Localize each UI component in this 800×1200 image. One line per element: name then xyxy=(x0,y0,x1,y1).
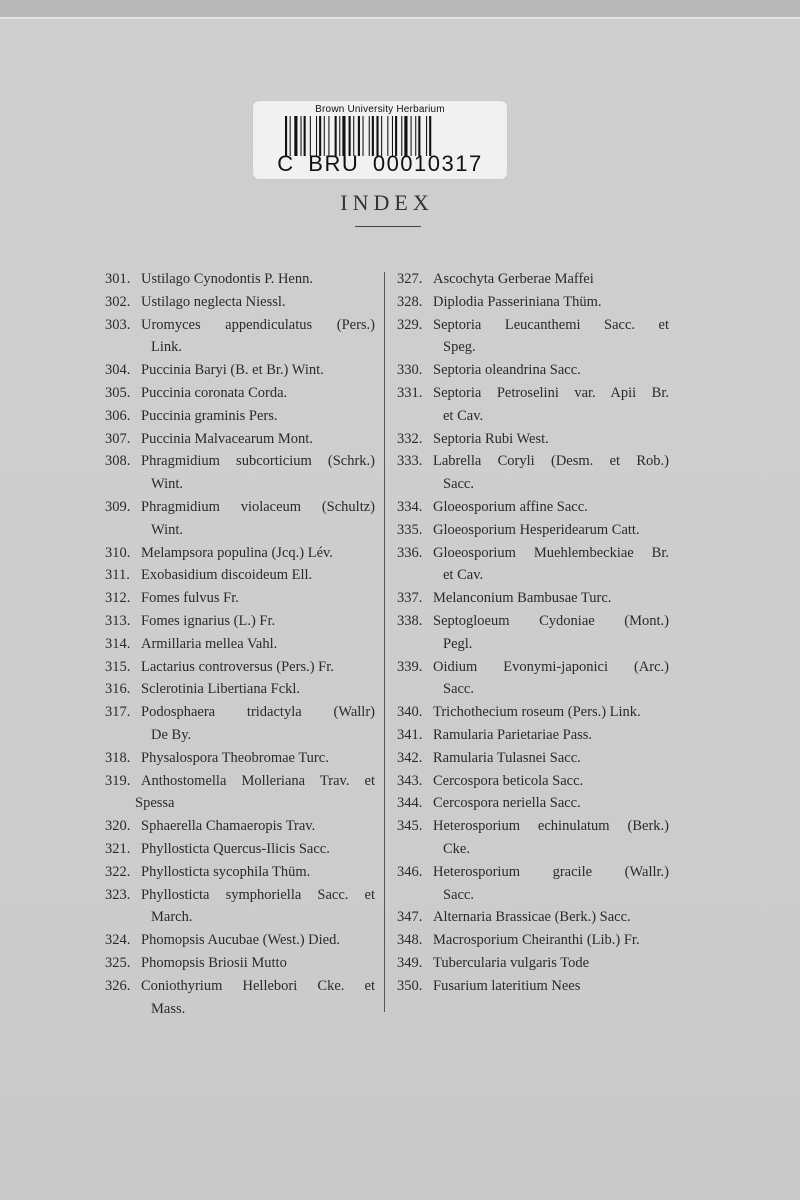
entry-number: 324. xyxy=(105,932,131,949)
entry-number: 317. xyxy=(105,704,131,721)
index-column-right xyxy=(397,268,669,998)
index-entry xyxy=(105,747,375,770)
entry-species: Oidium Evonymi-japonici (Arc.) xyxy=(433,658,669,675)
index-entry xyxy=(105,405,375,428)
entry-number: 305. xyxy=(105,384,131,401)
entry-species: Phomopsis Aucubae (West.) Died. xyxy=(141,932,340,949)
index-entry xyxy=(397,610,669,656)
entry-species: Phragmidium subcorticium (Schrk.) xyxy=(141,453,375,470)
entry-number: 321. xyxy=(105,840,131,857)
entry-number: 302. xyxy=(105,293,131,310)
index-entry xyxy=(105,656,375,679)
title-rule xyxy=(355,226,421,227)
page-title: INDEX xyxy=(340,190,434,215)
entry-continuation: et Cav. xyxy=(443,567,484,584)
entry-species: Sclerotinia Libertiana Fckl. xyxy=(141,681,301,698)
entry-number: 312. xyxy=(105,590,131,607)
barcode-bar xyxy=(387,116,388,156)
barcode-bar xyxy=(339,116,340,156)
index-entry xyxy=(397,519,669,542)
index-entry xyxy=(105,678,375,701)
index-entry xyxy=(397,382,669,428)
entry-species: Septoria oleandrina Sacc. xyxy=(433,362,581,379)
entry-species: Anthostomella Molleriana Trav. et xyxy=(141,772,375,789)
entry-number: 304. xyxy=(105,362,131,379)
entry-species: Cercospora neriella Sacc. xyxy=(433,795,581,812)
barcode-bar xyxy=(369,116,370,156)
entry-species: Uromyces appendiculatus (Pers.) xyxy=(141,316,375,333)
index-entry xyxy=(397,770,669,793)
barcode-number: C BRU 00010317 xyxy=(277,151,483,176)
entry-continuation: March. xyxy=(151,909,193,926)
entry-number: 350. xyxy=(397,977,423,994)
barcode-bar xyxy=(316,116,317,156)
index-entry xyxy=(397,906,669,929)
index-entry xyxy=(105,838,375,861)
barcode-bar xyxy=(372,116,374,156)
barcode-bar xyxy=(411,116,412,156)
index-entry xyxy=(105,633,375,656)
entry-number: 338. xyxy=(397,612,423,629)
entry-number: 316. xyxy=(105,681,131,698)
entry-species: Gloeosporium Muehlembeckiae Br. xyxy=(433,544,669,561)
entry-species: Septogloeum Cydoniae (Mont.) xyxy=(433,612,669,629)
index-entry xyxy=(397,724,669,747)
entry-continuation: Pegl. xyxy=(443,635,473,652)
barcode-bar xyxy=(349,116,351,156)
barcode-bar xyxy=(358,116,360,156)
entry-number: 328. xyxy=(397,293,423,310)
barcode-bar xyxy=(429,116,431,156)
entry-species: Puccinia coronata Corda. xyxy=(141,384,288,401)
barcode-bar xyxy=(381,116,382,156)
index-entry xyxy=(397,747,669,770)
barcode-bar xyxy=(376,116,378,156)
entry-species: Exobasidium discoideum Ell. xyxy=(141,567,313,584)
entry-species: Tubercularia vulgaris Tode xyxy=(433,954,590,971)
index-entry xyxy=(397,861,669,907)
barcode-bar xyxy=(353,116,354,156)
entry-number: 325. xyxy=(105,954,131,971)
barcode-bar xyxy=(319,116,321,156)
barcode-bar xyxy=(415,116,416,156)
entry-number: 335. xyxy=(397,521,423,538)
entry-continuation: Sacc. xyxy=(443,681,474,698)
index-entry xyxy=(397,975,669,998)
entry-species: Cercospora beticola Sacc. xyxy=(433,772,584,789)
entry-species: Ustilago Cynodontis P. Henn. xyxy=(141,271,313,287)
index-entry xyxy=(397,701,669,724)
entry-number: 320. xyxy=(105,818,131,835)
entry-species: Fusarium lateritium Nees xyxy=(433,977,581,994)
barcode-icon xyxy=(285,116,475,156)
entry-continuation: Sacc. xyxy=(443,886,474,903)
entry-species: Fomes fulvus Fr. xyxy=(141,590,239,607)
entry-continuation: Link. xyxy=(151,339,183,356)
entry-number: 334. xyxy=(397,498,423,515)
entry-species: Phragmidium violaceum (Schultz) xyxy=(141,498,375,515)
entry-species: Ramularia Parietariae Pass. xyxy=(433,726,593,743)
entry-number: 331. xyxy=(397,384,423,401)
barcode-bar xyxy=(418,116,420,156)
index-entry xyxy=(397,792,669,815)
entry-continuation: Mass. xyxy=(151,1000,186,1017)
entry-species: Phyllosticta Quercus-Ilicis Sacc. xyxy=(141,840,330,857)
index-entry xyxy=(105,884,375,930)
index-entry xyxy=(397,815,669,861)
entry-species: Puccinia graminis Pers. xyxy=(141,407,278,424)
index-entry xyxy=(105,861,375,884)
entry-continuation: Cke. xyxy=(443,840,470,857)
index-entry xyxy=(397,359,669,382)
entry-species: Labrella Coryli (Desm. et Rob.) xyxy=(433,453,669,470)
entry-species: Sphaerella Chamaeropis Trav. xyxy=(141,818,316,835)
index-entry xyxy=(105,929,375,952)
index-entry xyxy=(397,929,669,952)
entry-species: Melanconium Bambusae Turc. xyxy=(433,590,612,607)
barcode-bar xyxy=(426,116,427,156)
entry-number: 345. xyxy=(397,818,423,835)
entry-species: Phyllosticta symphoriella Sacc. et xyxy=(141,886,375,903)
entry-species: Puccinia Baryi (B. et Br.) Wint. xyxy=(141,362,324,379)
index-entry xyxy=(105,359,375,382)
entry-species: Puccinia Malvacearum Mont. xyxy=(141,430,313,447)
barcode-bar xyxy=(335,116,337,156)
barcode-bar xyxy=(290,116,291,156)
entry-continuation: Speg. xyxy=(443,339,476,356)
barcode-bar xyxy=(324,116,325,156)
scan-top-edge xyxy=(0,0,800,19)
barcode-institution: Brown University Herbarium xyxy=(315,104,445,115)
index-entry xyxy=(397,587,669,610)
entry-species: Macrosporium Cheiranthi (Lib.) Fr. xyxy=(433,932,640,949)
index-entry xyxy=(105,815,375,838)
entry-number: 311. xyxy=(105,567,130,584)
index-entry xyxy=(105,428,375,451)
index-column-left xyxy=(105,268,375,1020)
entry-continuation: Wint. xyxy=(151,476,184,493)
entry-species: Septoria Leucanthemi Sacc. et xyxy=(433,316,669,333)
entry-number: 303. xyxy=(105,316,131,333)
entry-number: 301. xyxy=(105,271,131,287)
entry-number: 322. xyxy=(105,863,131,880)
entry-number: 342. xyxy=(397,749,423,766)
entry-number: 326. xyxy=(105,977,131,994)
entry-number: 315. xyxy=(105,658,131,675)
index-entry xyxy=(105,770,375,816)
index-entry xyxy=(397,291,669,314)
entry-species: Heterosporium echinulatum (Berk.) xyxy=(433,818,669,835)
entry-continuation: et Cav. xyxy=(443,407,484,424)
barcode-bar xyxy=(342,116,345,156)
entry-number: 327. xyxy=(397,271,423,287)
entry-continuation: De By. xyxy=(151,726,192,743)
entry-number: 318. xyxy=(105,749,131,766)
entry-continuation: Sacc. xyxy=(443,476,474,493)
index-entry xyxy=(397,656,669,702)
entry-number: 341. xyxy=(397,726,423,743)
entry-species: Septoria Petroselini var. Apii Br. xyxy=(433,384,669,401)
entry-number: 310. xyxy=(105,544,131,561)
index-entry xyxy=(397,496,669,519)
entry-number: 314. xyxy=(105,635,131,652)
barcode-bar xyxy=(310,116,311,156)
entry-species: Diplodia Passeriniana Thüm. xyxy=(433,293,602,310)
entry-number: 343. xyxy=(397,772,423,789)
entry-continuation: Wint. xyxy=(151,521,184,538)
barcode-bar xyxy=(395,116,397,156)
index-entry xyxy=(105,975,375,1021)
index-entry xyxy=(397,428,669,451)
index-entry xyxy=(105,291,375,314)
entry-number: 347. xyxy=(397,909,423,926)
index-entry xyxy=(397,268,669,291)
barcode-bar xyxy=(404,116,407,156)
barcode-bar xyxy=(363,116,364,156)
entry-species: Alternaria Brassicae (Berk.) Sacc. xyxy=(433,909,631,926)
entry-number: 329. xyxy=(397,316,423,333)
entry-number: 308. xyxy=(105,453,131,470)
column-divider xyxy=(384,272,385,1012)
entry-species: Ustilago neglecta Niessl. xyxy=(141,293,286,310)
entry-number: 330. xyxy=(397,362,423,379)
index-entry xyxy=(105,314,375,360)
entry-species: Melampsora populina (Jcq.) Lév. xyxy=(141,544,333,561)
barcode-bar xyxy=(328,116,329,156)
entry-species: Heterosporium gracile (Wallr.) xyxy=(433,863,669,880)
entry-species: Coniothyrium Hellebori Cke. et xyxy=(141,977,375,994)
entry-species: Podosphaera tridactyla (Wallr) xyxy=(141,704,375,721)
index-entry xyxy=(397,952,669,975)
entry-number: 336. xyxy=(397,544,423,561)
index-entry xyxy=(105,542,375,565)
index-entry xyxy=(105,268,375,291)
entry-number: 313. xyxy=(105,612,131,629)
entry-number: 323. xyxy=(105,886,131,903)
barcode-bar xyxy=(392,116,393,156)
entry-number: 306. xyxy=(105,407,131,424)
entry-species: Gloeosporium Hesperidearum Catt. xyxy=(433,521,640,538)
entry-species: Ramularia Tulasnei Sacc. xyxy=(433,749,581,766)
index-entry xyxy=(397,542,669,588)
index-entry xyxy=(105,496,375,542)
index-entry xyxy=(105,952,375,975)
entry-number: 346. xyxy=(397,863,423,880)
entry-species: Phomopsis Briosii Mutto xyxy=(141,954,287,971)
entry-species: Fomes ignarius (L.) Fr. xyxy=(141,612,276,629)
entry-species: Ascochyta Gerberae Maffei xyxy=(433,271,594,287)
index-entry xyxy=(105,587,375,610)
barcode-bar xyxy=(304,116,306,156)
entry-species: Lactarius controversus (Pers.) Fr. xyxy=(141,658,334,675)
entry-species: Septoria Rubi West. xyxy=(433,430,549,447)
entry-number: 349. xyxy=(397,954,423,971)
entry-number: 339. xyxy=(397,658,423,675)
entry-number: 332. xyxy=(397,430,423,447)
barcode-bar xyxy=(401,116,402,156)
index-entry xyxy=(105,382,375,405)
entry-species: Gloeosporium affine Sacc. xyxy=(433,498,588,515)
entry-species: Trichothecium roseum (Pers.) Link. xyxy=(433,704,641,721)
index-entry xyxy=(105,450,375,496)
entry-species: Armillaria mellea Vahl. xyxy=(141,635,278,652)
index-entry xyxy=(105,610,375,633)
entry-number: 333. xyxy=(397,453,423,470)
index-entry xyxy=(105,564,375,587)
entry-species: Physalospora Theobromae Turc. xyxy=(141,749,329,766)
entry-number: 340. xyxy=(397,704,423,721)
entry-number: 319. xyxy=(105,772,131,789)
entry-continuation: Spessa xyxy=(135,795,175,812)
index-entry xyxy=(397,450,669,496)
barcode-label xyxy=(253,101,507,179)
entry-number: 344. xyxy=(397,795,423,812)
index-entry xyxy=(105,701,375,747)
barcode-bar xyxy=(294,116,297,156)
entry-number: 309. xyxy=(105,498,131,515)
entry-number: 348. xyxy=(397,932,423,949)
entry-number: 307. xyxy=(105,430,131,447)
entry-species: Phyllosticta sycophila Thüm. xyxy=(141,863,311,880)
index-entry xyxy=(397,314,669,360)
barcode-bar xyxy=(301,116,302,156)
barcode-bar xyxy=(285,116,287,156)
entry-number: 337. xyxy=(397,590,423,607)
